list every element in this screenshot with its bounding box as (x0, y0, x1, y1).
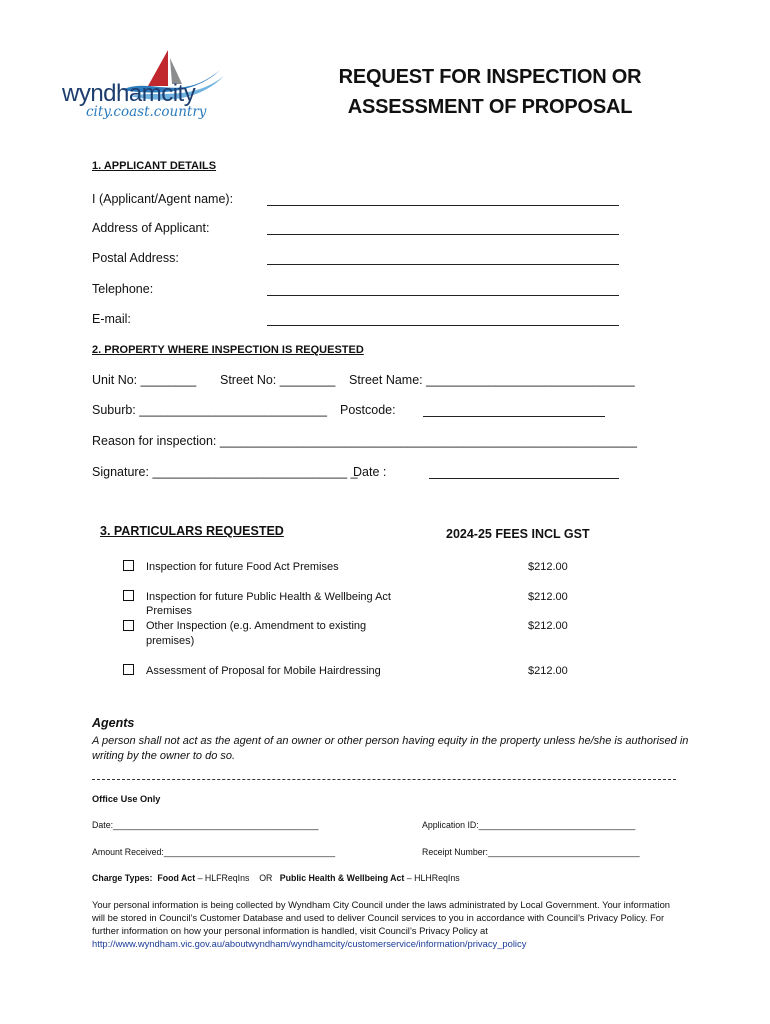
street-name-field[interactable]: Street Name: ______________________________ (349, 373, 635, 387)
telephone-label: Telephone: (92, 282, 154, 296)
logo-tagline: city.coast.country (86, 104, 207, 120)
telephone-field[interactable] (267, 295, 619, 296)
office-use-heading: Office Use Only (92, 794, 161, 804)
food-act-code: – HLFReqIns OR (195, 873, 280, 883)
public-health-fee: $212.00 (528, 591, 568, 603)
section1-heading: 1. APPLICANT DETAILS (92, 160, 217, 172)
public-health-checkbox[interactable] (123, 590, 134, 601)
mobile-hairdressing-label: Assessment of Proposal for Mobile Hairdressing (146, 665, 381, 677)
other-inspection-label-2: premises) (146, 635, 195, 647)
reason-field[interactable]: Reason for inspection: ____________________________________________________________ (92, 434, 637, 448)
privacy-statement (92, 898, 680, 950)
applicant-name-label: I (Applicant/Agent name): (92, 192, 234, 206)
postcode-label: Postcode: (340, 403, 396, 417)
agents-text: A person shall not act as the agent of an owner or other person having equity in the property unless he/she is authorised in writing by the owner to do so. (92, 735, 689, 762)
section2-heading: 2. PROPERTY WHERE INSPECTION IS REQUESTED (92, 344, 364, 356)
public-health-code: – HLHReqIns (404, 873, 460, 883)
public-health-label-2: Premises (146, 605, 192, 617)
public-health-label-1: Inspection for future Public Health & Wellbeing Act (146, 591, 391, 603)
date-field[interactable] (429, 478, 619, 479)
charge-types-label: Charge Types: (92, 873, 153, 883)
agents-heading: Agents (92, 716, 135, 730)
logo-wordmark: wyndhamcity (62, 80, 196, 107)
email-field[interactable] (267, 325, 619, 326)
mobile-hairdressing-fee: $212.00 (528, 665, 568, 677)
other-inspection-checkbox[interactable] (123, 620, 134, 631)
street-no-field[interactable]: Street No: ________ (220, 373, 336, 387)
page-title (310, 62, 670, 122)
title-line-2: ASSESSMENT OF PROPOSAL (347, 96, 633, 118)
food-act-code-label: Food Act (157, 873, 196, 883)
postal-address-label: Postal Address: (92, 251, 179, 265)
date-label: Date : (353, 465, 387, 479)
unit-no-field[interactable]: Unit No: ________ (92, 373, 197, 387)
charge-types (92, 873, 460, 883)
amount-received-field[interactable]: Amount Received:___________________________________ (92, 847, 336, 857)
mobile-hairdressing-checkbox[interactable] (123, 664, 134, 675)
email-label: E-mail: (92, 312, 131, 326)
other-inspection-fee: $212.00 (528, 620, 568, 632)
postcode-field[interactable] (423, 416, 605, 417)
public-health-code-label: Public Health & Wellbeing Act (279, 873, 405, 883)
suburb-field[interactable]: Suburb: ___________________________ (92, 403, 327, 417)
signature-field[interactable]: Signature: ____________________________ _ (92, 465, 358, 479)
other-inspection-label-1: Other Inspection (e.g. Amendment to existing (146, 620, 367, 632)
applicant-name-field[interactable] (267, 205, 619, 206)
fees-heading: 2024-25 FEES INCL GST (446, 527, 590, 541)
postal-address-field[interactable] (267, 264, 619, 265)
receipt-number-field[interactable]: Receipt Number:_______________________________ (422, 847, 640, 857)
food-act-fee: $212.00 (528, 561, 568, 573)
privacy-policy-link[interactable]: http://www.wyndham.vic.gov.au/aboutwyndham/wyndhamcity/customerservice/information/privacy_policy (92, 938, 527, 949)
privacy-text: Your personal information is being collected by Wyndham City Council under the laws administrated by Local Government. Your information will be stored in Council’s Customer Database and used to deliver Council services to you in accordance with Council’s Privacy Policy. For further information on how your personal information is handled, visit Council’s Privacy Policy at (92, 899, 670, 936)
address-field[interactable] (267, 234, 619, 235)
section3-heading: 3. PARTICULARS REQUESTED (100, 524, 284, 538)
food-act-label: Inspection for future Food Act Premises (146, 561, 339, 573)
application-id-field[interactable]: Application ID:________________________________ (422, 820, 636, 830)
food-act-checkbox[interactable] (123, 560, 134, 571)
office-divider (92, 779, 676, 780)
office-date-field[interactable]: Date:__________________________________________ (92, 820, 319, 830)
address-label: Address of Applicant: (92, 221, 210, 235)
title-line-1: REQUEST FOR INSPECTION OR (338, 66, 642, 88)
